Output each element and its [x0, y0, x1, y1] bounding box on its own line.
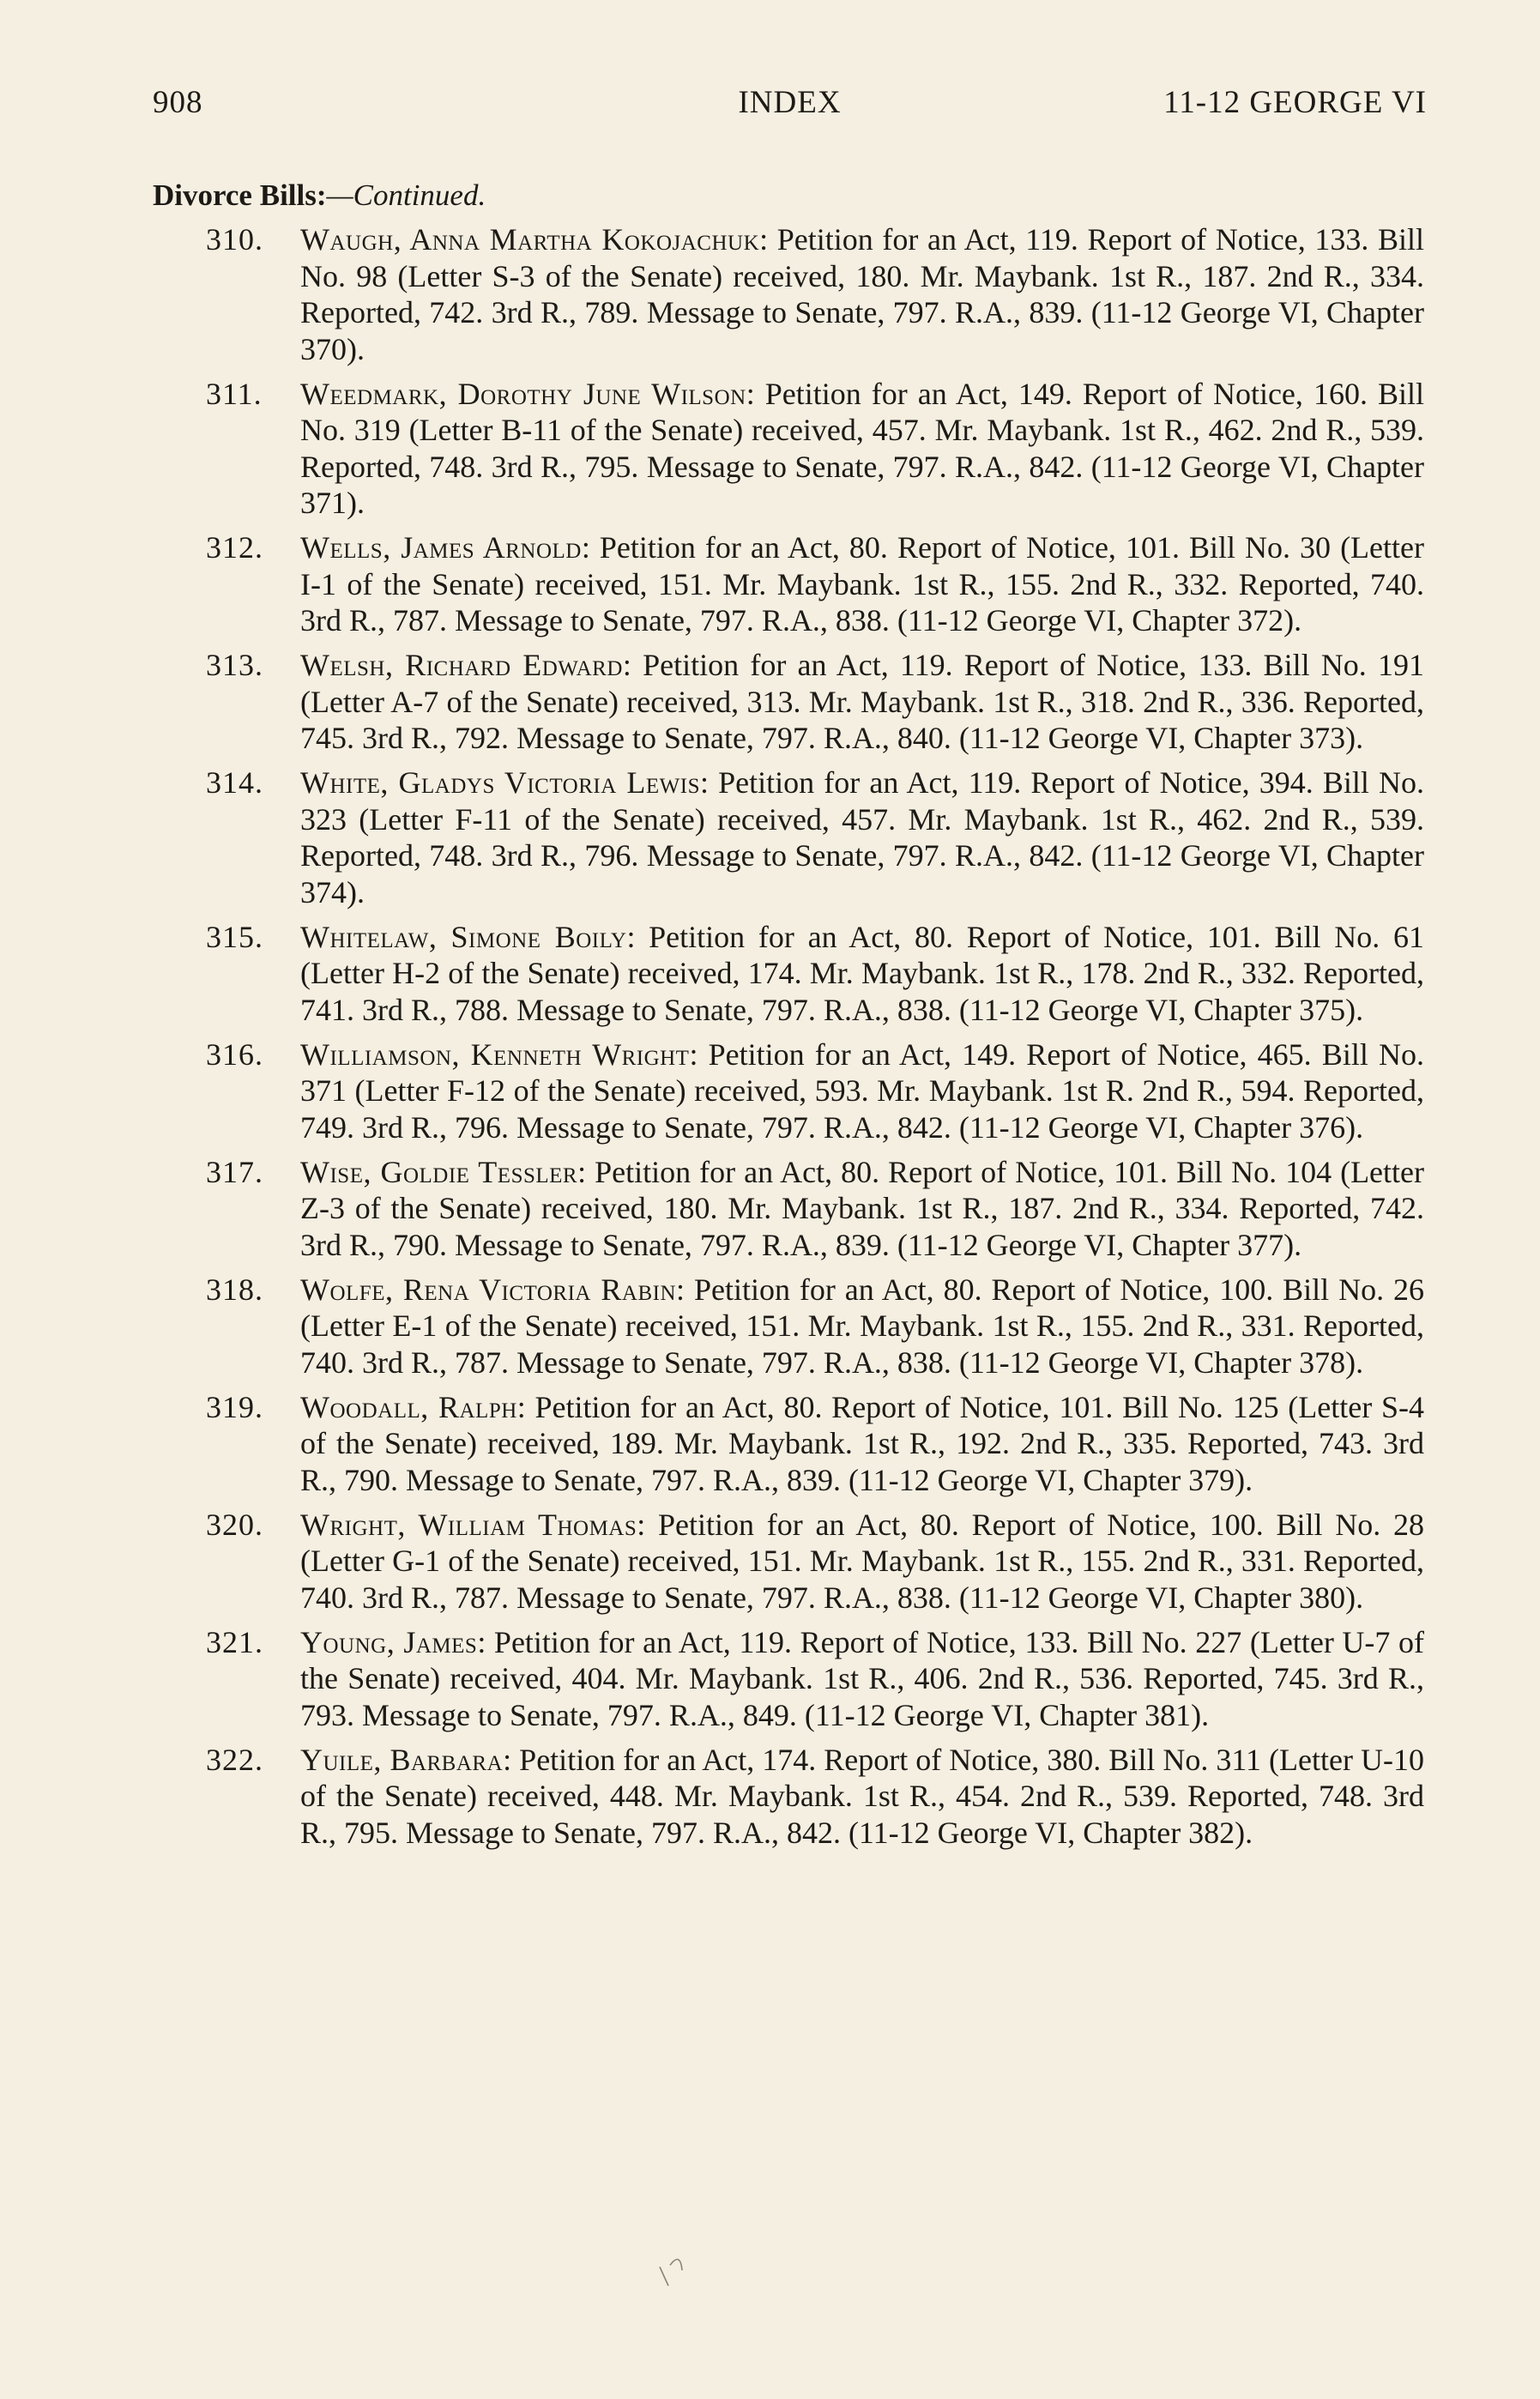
list-item — [206, 764, 1424, 910]
entry-text: : Petition for an Act, 80. Report of Notice, 101. Bill No. 30 (Letter I-1 of the Senate) received, 151. Mr. Maybank. 1st R., 155. 2nd R., 332. Reported, 740. 3rd R., 787. Message to Senate, 797. R.A., 838. (11-12 George VI, Chapter 372). — [300, 530, 1424, 638]
entry-text: : Petition for an Act, 119. Report of Notice, 133. Bill No. 191 (Letter A-7 of the Senate) received, 313. Mr. Maybank. 1st R., 318. 2nd R., 336. Reported, 745. 3rd R., 792. Message to Senate, 797. R.A., 840. (11-12 George VI, Chapter 373). — [300, 648, 1424, 755]
entry-number: 311. — [206, 376, 263, 411]
section-heading — [153, 178, 486, 213]
entry-name: Wolfe, Rena Victoria Rabin — [300, 1272, 677, 1307]
entry-number: 314. — [206, 765, 263, 800]
entry-name: Welsh, Richard Edward — [300, 648, 623, 682]
section-continued: —Continued. — [326, 178, 486, 212]
entry-number: 318. — [206, 1272, 263, 1307]
entry-number: 322. — [206, 1742, 263, 1777]
entry-name: White, Gladys Victoria Lewis — [300, 765, 700, 800]
entry-number: 321. — [206, 1624, 263, 1659]
section-title: Divorce Bills: — [153, 178, 327, 212]
entry-text: : Petition for an Act, 149. Report of Notice, 160. Bill No. 319 (Letter B-11 of the Senate) received, 457. Mr. Maybank. 1st R., 462. 2nd R., 539. Reported, 748. 3rd R., 795. Message to Senate, 797. R.A., 842. (11-12 George VI, Chapter 371). — [300, 376, 1425, 520]
entry-text: : Petition for an Act, 119. Report of Notice, 133. Bill No. 227 (Letter U-7 of the Senate) received, 404. Mr. Maybank. 1st R., 406. 2nd R., 536. Reported, 745. 3rd R., 793. Message to Senate, 797. R.A., 849. (11-12 George VI, Chapter 381). — [300, 1624, 1425, 1732]
list-item — [206, 919, 1424, 1029]
entry-number: 319. — [206, 1389, 263, 1424]
page-number: 908 — [153, 85, 203, 120]
list-item — [206, 529, 1424, 639]
entry-number: 313. — [206, 648, 263, 682]
entry-text: : Petition for an Act, 149. Report of Notice, 465. Bill No. 371 (Letter F-12 of the Senate) received, 593. Mr. Maybank. 1st R. 2nd R., 594. Reported, 749. 3rd R., 796. Message to Senate, 797. R.A., 842. (11-12 George VI, Chapter 376). — [300, 1036, 1424, 1145]
entry-name: Wise, Goldie Tessler — [300, 1154, 578, 1189]
list-item — [206, 1272, 1424, 1381]
entry-text: : Petition for an Act, 80. Report of Notice, 100. Bill No. 28 (Letter G-1 of the Senate) received, 151. Mr. Maybank. 1st R., 155. 2nd R., 331. Reported, 740. 3rd R., 787. Message to Senate, 797. R.A., 838. (11-12 George VI, Chapter 380). — [300, 1507, 1425, 1615]
entry-name: Weedmark, Dorothy June Wilson — [300, 376, 746, 411]
list-item — [206, 1742, 1424, 1852]
entry-name: Wells, James Arnold — [300, 530, 582, 565]
entry-name: Waugh, Anna Martha Kokojachuk — [300, 222, 760, 257]
entry-number: 310. — [206, 222, 263, 257]
entry-name: Young, James — [300, 1624, 478, 1659]
pencil-mark — [656, 2241, 691, 2293]
entry-text: : Petition for an Act, 80. Report of Notice, 101. Bill No. 125 (Letter S-4 of the Senate) received, 189. Mr. Maybank. 1st R., 192. 2nd R., 335. Reported, 743. 3rd R., 790. Message to Senate, 797. R.A., 839. (11-12 George VI, Chapter 379). — [300, 1389, 1424, 1497]
list-item — [206, 1154, 1424, 1264]
entry-list — [206, 221, 1424, 1859]
entry-number: 315. — [206, 919, 263, 954]
list-item — [206, 376, 1424, 522]
entry-text: : Petition for an Act, 80. Report of Notice, 101. Bill No. 104 (Letter Z-3 of the Senate) received, 180. Mr. Maybank. 1st R., 187. 2nd R., 334. Reported, 742. 3rd R., 790. Message to Senate, 797. R.A., 839. (11-12 George VI, Chapter 377). — [300, 1154, 1425, 1262]
entry-name: Williamson, Kenneth Wright — [300, 1036, 690, 1072]
running-head — [153, 84, 1427, 136]
entry-text: : Petition for an Act, 119. Report of Notice, 394. Bill No. 323 (Letter F-11 of the Senate) received, 457. Mr. Maybank. 1st R., 462. 2nd R., 539. Reported, 748. 3rd R., 796. Message to Senate, 797. R.A., 842. (11-12 George VI, Chapter 374). — [300, 765, 1424, 909]
list-item — [206, 1389, 1424, 1499]
entry-name: Yuile, Barbara — [300, 1742, 504, 1777]
entry-number: 317. — [206, 1154, 263, 1189]
entry-number: 312. — [206, 530, 263, 565]
entry-number: 320. — [206, 1507, 263, 1542]
list-item — [206, 1036, 1424, 1146]
entry-name: Wright, William Thomas — [300, 1507, 637, 1542]
entry-text: : Petition for an Act, 80. Report of Notice, 101. Bill No. 61 (Letter H-2 of the Senate) received, 174. Mr. Maybank. 1st R., 178. 2nd R., 332. Reported, 741. 3rd R., 788. Message to Senate, 797. R.A., 838. (11-12 George VI, Chapter 375). — [300, 919, 1424, 1027]
entry-text: : Petition for an Act, 119. Report of Notice, 133. Bill No. 98 (Letter S-3 of the Senate) received, 180. Mr. Maybank. 1st R., 187. 2nd R., 334. Reported, 742. 3rd R., 789. Message to Senate, 797. R.A., 839. (11-12 George VI, Chapter 370). — [300, 222, 1424, 366]
entry-text: : Petition for an Act, 80. Report of Notice, 100. Bill No. 26 (Letter E-1 of the Senate) received, 151. Mr. Maybank. 1st R., 155. 2nd R., 331. Reported, 740. 3rd R., 787. Message to Senate, 797. R.A., 838. (11-12 George VI, Chapter 378). — [300, 1272, 1424, 1380]
entry-name: Woodall, Ralph — [300, 1389, 517, 1424]
list-item — [206, 221, 1424, 367]
list-item — [206, 1624, 1424, 1734]
entry-number: 316. — [206, 1036, 263, 1072]
page-title: INDEX — [738, 85, 842, 120]
session-label: 11-12 GEORGE VI — [1163, 85, 1427, 120]
entry-name: Whitelaw, Simone Boily — [300, 919, 627, 954]
entry-text: : Petition for an Act, 174. Report of Notice, 380. Bill No. 311 (Letter U-10 of the Senate) received, 448. Mr. Maybank. 1st R., 454. 2nd R., 539. Reported, 748. 3rd R., 795. Message to Senate, 797. R.A., 842. (11-12 George VI, Chapter 382). — [300, 1742, 1424, 1850]
list-item — [206, 1507, 1424, 1616]
list-item — [206, 647, 1424, 757]
